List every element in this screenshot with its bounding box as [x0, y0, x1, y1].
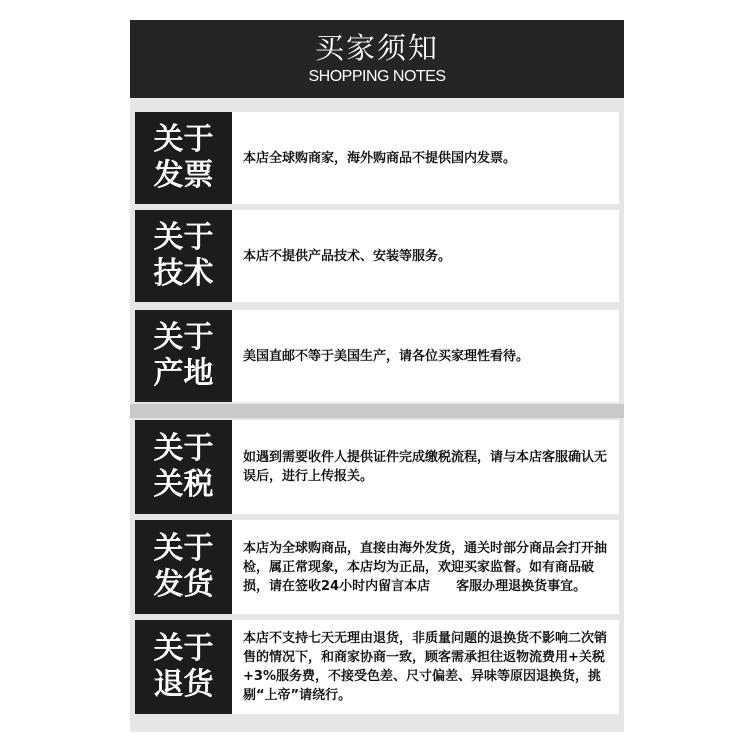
note-text-content: 如遇到需要收件人提供证件完成缴税流程，请与本店客服确认无误后，进行上传报关。	[243, 450, 608, 484]
note-label-line1: 关于	[153, 531, 214, 566]
note-origin	[135, 310, 619, 402]
note-label-line2: 发票	[153, 158, 214, 193]
note-label-line1: 关于	[153, 631, 214, 666]
note-label	[135, 620, 232, 714]
section-divider	[130, 404, 624, 418]
title-en: SHOPPING NOTES	[308, 68, 446, 85]
note-label-line1: 关于	[153, 431, 214, 466]
note-customs	[135, 420, 619, 514]
note-text-content: 本店不支持七天无理由退货，非质量问题的退换货不影响二次销售的情况下，和商家协商一致，顾客需承担往返物流费用+关税+3%服务费，不接受色差、尺寸偏差、异味等原因退换货，挑剔“上帝”请绕行。	[243, 631, 608, 703]
note-label-line1: 关于	[153, 220, 214, 255]
note-text-content: 本店不提供产品技术、安装等服务。	[243, 248, 452, 264]
note-label	[135, 210, 232, 302]
note-text-content: 美国直邮不等于美国生产，请各位买家理性看待。	[243, 348, 530, 364]
note-invoice	[135, 112, 619, 204]
note-label-line1: 关于	[153, 122, 214, 157]
note-text	[243, 210, 613, 302]
note-label	[135, 112, 232, 204]
note-label	[135, 420, 232, 514]
note-text	[243, 520, 613, 614]
title-cn: 买家须知	[314, 31, 439, 65]
note-label	[135, 520, 232, 614]
note-label-line2: 技术	[153, 256, 214, 291]
note-label-line1: 关于	[153, 320, 214, 355]
note-text	[243, 420, 613, 514]
note-technology	[135, 210, 619, 302]
note-label-line2: 产地	[153, 356, 214, 391]
note-text	[243, 310, 613, 402]
note-text-content: 本店为全球购商品，直接由海外发货，通关时部分商品会打开抽检，属正常现象，本店均为正品，欢迎买家监督。如有商品破损，请在签收24小时内留言本店 客服办理退换货事宜。	[243, 540, 608, 594]
note-returns	[135, 620, 619, 714]
note-label-line2: 关税	[153, 467, 214, 502]
note-text	[243, 620, 613, 714]
note-shipping	[135, 520, 619, 614]
note-text-content: 本店全球购商家，海外购商品不提供国内发票。	[243, 150, 517, 166]
header-banner	[130, 20, 624, 98]
note-label	[135, 310, 232, 402]
note-label-line2: 发货	[153, 567, 214, 602]
note-text	[243, 112, 613, 204]
note-label-line2: 退货	[153, 667, 214, 702]
